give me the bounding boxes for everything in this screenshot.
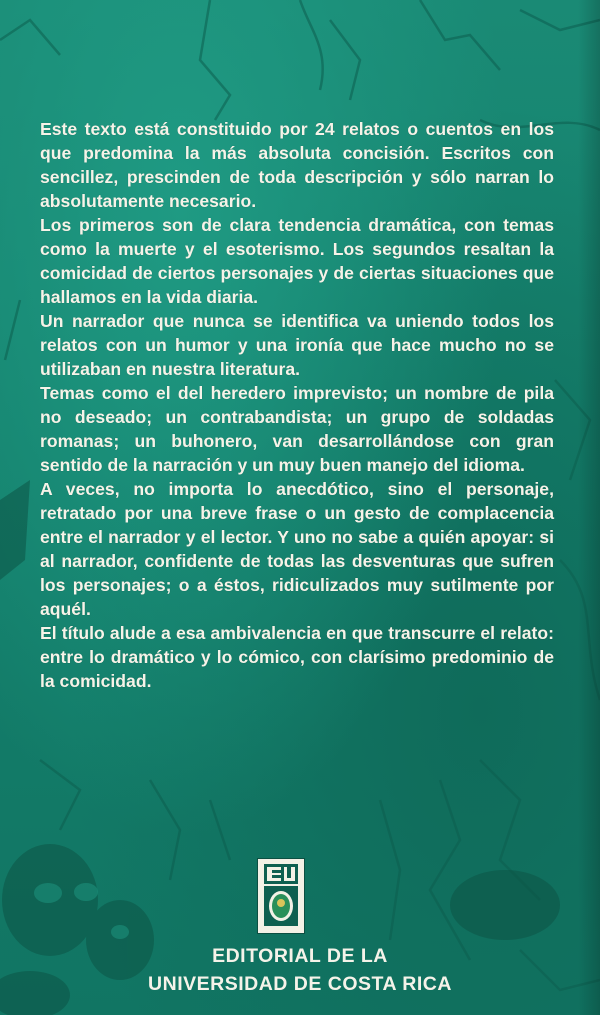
blurb-paragraph: A veces, no importa lo anecdótico, sino el personaje, retratado por una breve frase o un gesto de complacencia entre el narrador y el lector. Y uno no sabe a quién apoyar: si al narrador, confidente de todas las desventuras que sufren los personajes; o a éstos, ridiculizados muy sutilmente por aquél. <box>40 479 554 619</box>
back-cover-blurb <box>40 117 554 693</box>
publisher-line-2: UNIVERSIDAD DE COSTA RICA <box>148 973 452 995</box>
blurb-paragraph: Los primeros son de clara tendencia dramática, con temas como la muerte y el esoterismo. Los segundos resaltan la comicidad de ciertos personajes y de ciertas situaciones que hallamos en la vida diaria. <box>40 215 554 307</box>
euc-publisher-logo-icon <box>257 858 305 934</box>
publisher-name <box>0 942 600 998</box>
spine-shadow <box>578 0 600 1015</box>
blurb-paragraph: Un narrador que nunca se identifica va uniendo todos los relatos con un humor y una ironía que hace mucho no se utilizaban en nuestra literatura. <box>40 311 554 379</box>
blurb-paragraph: Este texto está constituido por 24 relatos o cuentos en los que predomina la más absoluta concisión. Escritos con sencillez, prescinden de toda descripción y sólo narran lo absolutamente necesario. <box>40 119 554 211</box>
blurb-paragraph: El título alude a esa ambivalencia en que transcurre el relato: entre lo dramático y lo cómico, con clarísimo predominio de la comicidad. <box>40 623 554 691</box>
blurb-paragraph: Temas como el del heredero imprevisto; un nombre de pila no deseado; un contrabandista; un grupo de soldadas romanas; un buhonero, van desarrollándose con gran sentido de la narración y un muy buen manejo del idioma. <box>40 383 554 475</box>
publisher-line-1: EDITORIAL DE LA <box>212 945 388 967</box>
